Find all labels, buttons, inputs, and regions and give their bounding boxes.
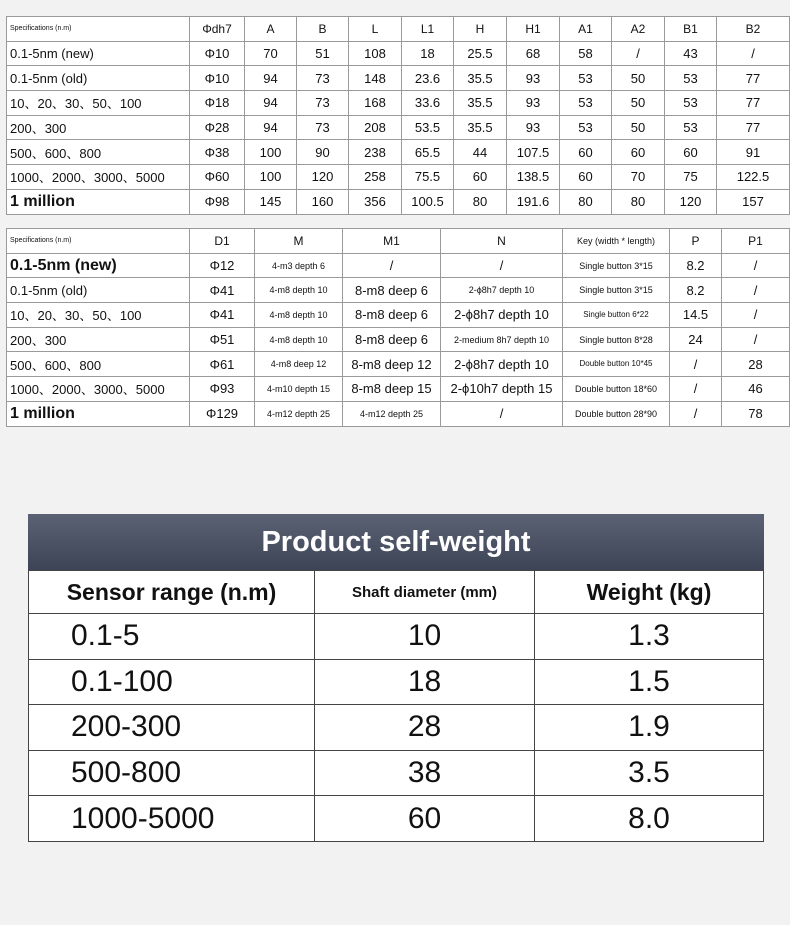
- table-cell: Double button 10*45: [563, 352, 670, 377]
- column-header: Shaft diameter (mm): [315, 571, 535, 614]
- column-header: P: [670, 229, 722, 254]
- table-cell: 4-m10 depth 15: [255, 377, 343, 402]
- table-cell: Φ12: [190, 253, 255, 278]
- table-row: [7, 189, 790, 214]
- sensor-range-cell: 500-800: [29, 750, 315, 796]
- row-spec-label: 10、20、30、50、100: [7, 91, 190, 116]
- table-cell: 50: [612, 66, 665, 91]
- table-cell: 80: [612, 189, 665, 214]
- weight-section-title: Product self-weight: [28, 514, 764, 570]
- table-row: [7, 140, 790, 165]
- column-header: A: [245, 17, 297, 42]
- table-cell: 44: [454, 140, 507, 165]
- table-header-row: [7, 229, 790, 254]
- table-cell: /: [441, 253, 563, 278]
- table-cell: 8.2: [670, 253, 722, 278]
- table-cell: 2-ϕ8h7 depth 10: [441, 303, 563, 328]
- row-spec-label: 200、300: [7, 115, 190, 140]
- table-cell: 238: [349, 140, 402, 165]
- table-cell: Φ10: [190, 66, 245, 91]
- table-cell: 75: [665, 165, 717, 190]
- table-cell: 191.6: [507, 189, 560, 214]
- weight-row: [29, 705, 764, 751]
- table-cell: 68: [507, 41, 560, 66]
- weight-cell: 8.0: [535, 796, 764, 842]
- row-spec-label: 10、20、30、50、100: [7, 303, 190, 328]
- sensor-range-cell: 200-300: [29, 705, 315, 751]
- table-cell: 23.6: [402, 66, 454, 91]
- weight-cell: 1.5: [535, 659, 764, 705]
- table-row: [7, 253, 790, 278]
- shaft-diameter-cell: 60: [315, 796, 535, 842]
- table-cell: Double button 18*60: [563, 377, 670, 402]
- table-cell: 2-ϕ8h7 depth 10: [441, 278, 563, 303]
- table-cell: 33.6: [402, 91, 454, 116]
- table-cell: 43: [665, 41, 717, 66]
- column-header: D1: [190, 229, 255, 254]
- column-header: A1: [560, 17, 612, 42]
- table-cell: /: [722, 303, 790, 328]
- table-cell: 168: [349, 91, 402, 116]
- column-header: L: [349, 17, 402, 42]
- table-cell: Φ41: [190, 278, 255, 303]
- table-cell: 80: [560, 189, 612, 214]
- table-cell: 4-m8 depth 10: [255, 303, 343, 328]
- table-cell: 75.5: [402, 165, 454, 190]
- column-header: N: [441, 229, 563, 254]
- table-row: [7, 91, 790, 116]
- table-cell: 77: [717, 91, 790, 116]
- column-header: B: [297, 17, 349, 42]
- weight-row: [29, 796, 764, 842]
- table-cell: Φ18: [190, 91, 245, 116]
- table-cell: 94: [245, 115, 297, 140]
- table-cell: 53.5: [402, 115, 454, 140]
- sensor-range-cell: 1000-5000: [29, 796, 315, 842]
- row-spec-label: 1 million: [7, 189, 190, 214]
- table-cell: 14.5: [670, 303, 722, 328]
- table-cell: 53: [665, 91, 717, 116]
- row-spec-label: 500、600、800: [7, 352, 190, 377]
- table-cell: 94: [245, 91, 297, 116]
- table-cell: Φ129: [190, 401, 255, 426]
- table-cell: 70: [612, 165, 665, 190]
- table-row: [7, 303, 790, 328]
- table-cell: Φ10: [190, 41, 245, 66]
- weight-header-row: [29, 571, 764, 614]
- sensor-range-cell: 0.1-100: [29, 659, 315, 705]
- table-cell: 120: [665, 189, 717, 214]
- row-spec-label: 200、300: [7, 327, 190, 352]
- table-cell: 24: [670, 327, 722, 352]
- table-cell: 73: [297, 115, 349, 140]
- table-cell: 53: [560, 66, 612, 91]
- table-cell: /: [670, 352, 722, 377]
- column-header: P1: [722, 229, 790, 254]
- table-cell: 93: [507, 91, 560, 116]
- table-cell: Φ60: [190, 165, 245, 190]
- table-cell: 2-medium 8h7 depth 10: [441, 327, 563, 352]
- table-cell: 4-m12 depth 25: [255, 401, 343, 426]
- shaft-diameter-cell: 38: [315, 750, 535, 796]
- table-cell: 70: [245, 41, 297, 66]
- product-weight-table: [28, 570, 764, 842]
- table-cell: 53: [665, 66, 717, 91]
- column-header: H: [454, 17, 507, 42]
- row-spec-label: 0.1-5nm (new): [7, 253, 190, 278]
- table-cell: 208: [349, 115, 402, 140]
- table-cell: 108: [349, 41, 402, 66]
- shaft-diameter-cell: 10: [315, 614, 535, 660]
- table-cell: 4-m12 depth 25: [343, 401, 441, 426]
- table-cell: 8-m8 deep 6: [343, 303, 441, 328]
- table-cell: 58: [560, 41, 612, 66]
- table-cell: 60: [454, 165, 507, 190]
- shaft-diameter-cell: 28: [315, 705, 535, 751]
- column-header: M: [255, 229, 343, 254]
- table-row: [7, 115, 790, 140]
- row-spec-label: 500、600、800: [7, 140, 190, 165]
- table-cell: Φ28: [190, 115, 245, 140]
- column-header: Specifications (n.m): [7, 229, 190, 254]
- weight-cell: 3.5: [535, 750, 764, 796]
- table-cell: 50: [612, 115, 665, 140]
- column-header: H1: [507, 17, 560, 42]
- table-cell: 18: [402, 41, 454, 66]
- column-header: A2: [612, 17, 665, 42]
- table-cell: 80: [454, 189, 507, 214]
- table-cell: 53: [560, 115, 612, 140]
- table-cell: 73: [297, 66, 349, 91]
- table-cell: 100: [245, 165, 297, 190]
- table-cell: /: [722, 278, 790, 303]
- table-cell: 148: [349, 66, 402, 91]
- table-row: [7, 66, 790, 91]
- dimension-spec-table: [6, 16, 790, 215]
- table-cell: Single button 3*15: [563, 253, 670, 278]
- table-cell: 8-m8 deep 12: [343, 352, 441, 377]
- table-cell: 77: [717, 66, 790, 91]
- weight-row: [29, 750, 764, 796]
- table-cell: 157: [717, 189, 790, 214]
- table-cell: 51: [297, 41, 349, 66]
- weight-cell: 1.9: [535, 705, 764, 751]
- table-cell: 8.2: [670, 278, 722, 303]
- table-cell: 35.5: [454, 115, 507, 140]
- table-cell: 4-m8 deep 12: [255, 352, 343, 377]
- table-cell: /: [722, 253, 790, 278]
- table-cell: 107.5: [507, 140, 560, 165]
- table-row: [7, 352, 790, 377]
- table-cell: 8-m8 deep 6: [343, 278, 441, 303]
- shaft-diameter-cell: 18: [315, 659, 535, 705]
- table-row: [7, 41, 790, 66]
- table-cell: Single button 3*15: [563, 278, 670, 303]
- table-cell: 4-m3 depth 6: [255, 253, 343, 278]
- table-cell: 4-m8 depth 10: [255, 327, 343, 352]
- table-cell: 4-m8 depth 10: [255, 278, 343, 303]
- column-header: Sensor range (n.m): [29, 571, 315, 614]
- row-spec-label: 0.1-5nm (old): [7, 278, 190, 303]
- table-cell: 2-ϕ10h7 depth 15: [441, 377, 563, 402]
- table-cell: 60: [560, 140, 612, 165]
- table-cell: 25.5: [454, 41, 507, 66]
- table-cell: 93: [507, 115, 560, 140]
- table-cell: 60: [665, 140, 717, 165]
- table-cell: 60: [560, 165, 612, 190]
- table-cell: 91: [717, 140, 790, 165]
- table-cell: 100: [245, 140, 297, 165]
- table-cell: 138.5: [507, 165, 560, 190]
- column-header: B1: [665, 17, 717, 42]
- table-row: [7, 377, 790, 402]
- table-cell: /: [722, 327, 790, 352]
- weight-cell: 1.3: [535, 614, 764, 660]
- table-cell: 28: [722, 352, 790, 377]
- table-cell: /: [670, 401, 722, 426]
- table-cell: 2-ϕ8h7 depth 10: [441, 352, 563, 377]
- table-cell: 73: [297, 91, 349, 116]
- table-cell: Single button 6*22: [563, 303, 670, 328]
- table-cell: 60: [612, 140, 665, 165]
- row-spec-label: 1000、2000、3000、5000: [7, 165, 190, 190]
- table-cell: 100.5: [402, 189, 454, 214]
- table-row: [7, 401, 790, 426]
- row-spec-label: 1000、2000、3000、5000: [7, 377, 190, 402]
- weight-row: [29, 614, 764, 660]
- table-cell: 93: [507, 66, 560, 91]
- table-cell: 258: [349, 165, 402, 190]
- weight-row: [29, 659, 764, 705]
- table-cell: 8-m8 deep 15: [343, 377, 441, 402]
- table-cell: Double button 28*90: [563, 401, 670, 426]
- table-header-row: [7, 17, 790, 42]
- table-cell: 46: [722, 377, 790, 402]
- table-cell: /: [612, 41, 665, 66]
- table-cell: 77: [717, 115, 790, 140]
- table-cell: 53: [665, 115, 717, 140]
- table-cell: Φ41: [190, 303, 255, 328]
- table-cell: 53: [560, 91, 612, 116]
- table-cell: 94: [245, 66, 297, 91]
- table-cell: 35.5: [454, 66, 507, 91]
- column-header: B2: [717, 17, 790, 42]
- table-cell: Φ38: [190, 140, 245, 165]
- table-cell: 90: [297, 140, 349, 165]
- sensor-range-cell: 0.1-5: [29, 614, 315, 660]
- column-header: Φdh7: [190, 17, 245, 42]
- table-cell: Φ51: [190, 327, 255, 352]
- fastening-spec-table: [6, 228, 790, 427]
- table-cell: /: [717, 41, 790, 66]
- row-spec-label: 0.1-5nm (old): [7, 66, 190, 91]
- column-header: Key (width * length): [563, 229, 670, 254]
- table-row: [7, 278, 790, 303]
- row-spec-label: 0.1-5nm (new): [7, 41, 190, 66]
- table-cell: Φ98: [190, 189, 245, 214]
- table-cell: /: [441, 401, 563, 426]
- table-cell: Φ61: [190, 352, 255, 377]
- table-cell: 122.5: [717, 165, 790, 190]
- table-row: [7, 327, 790, 352]
- column-header: Weight (kg): [535, 571, 764, 614]
- table-cell: 35.5: [454, 91, 507, 116]
- column-header: M1: [343, 229, 441, 254]
- table-cell: 120: [297, 165, 349, 190]
- table-cell: 78: [722, 401, 790, 426]
- table-row: [7, 165, 790, 190]
- table-cell: /: [670, 377, 722, 402]
- table-cell: Single button 8*28: [563, 327, 670, 352]
- table-cell: 160: [297, 189, 349, 214]
- row-spec-label: 1 million: [7, 401, 190, 426]
- table-cell: 50: [612, 91, 665, 116]
- table-cell: 8-m8 deep 6: [343, 327, 441, 352]
- table-cell: Φ93: [190, 377, 255, 402]
- table-cell: 145: [245, 189, 297, 214]
- table-cell: /: [343, 253, 441, 278]
- table-cell: 356: [349, 189, 402, 214]
- table-cell: 65.5: [402, 140, 454, 165]
- column-header: Specifications (n.m): [7, 17, 190, 42]
- column-header: L1: [402, 17, 454, 42]
